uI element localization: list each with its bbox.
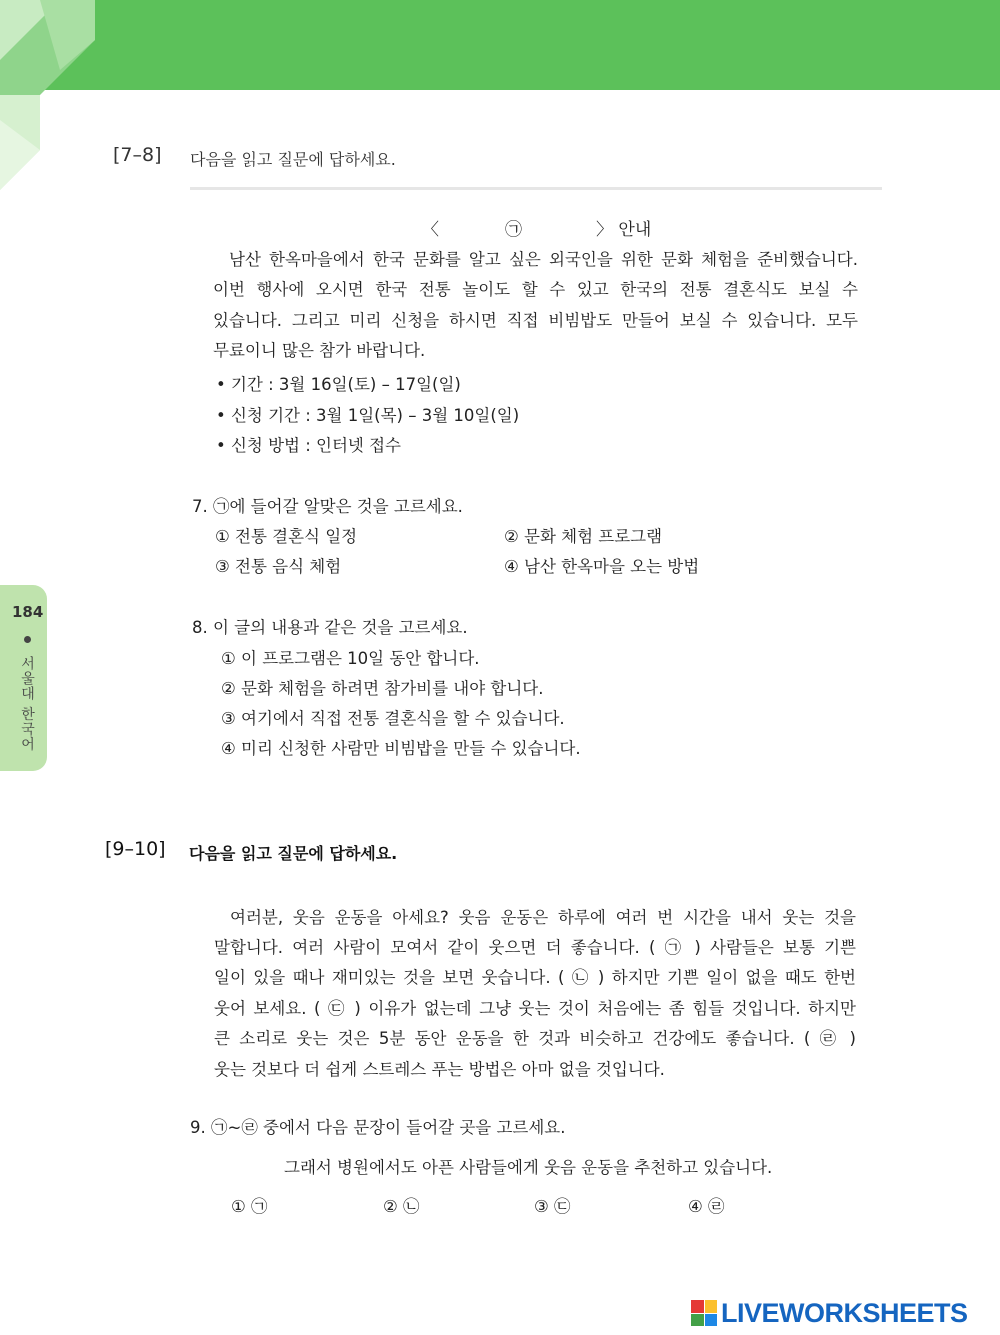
section-instruction-9-10: 다음을 읽고 질문에 답하세요.: [189, 844, 398, 863]
question-8-option-2[interactable]: ② 문화 체험을 하려면 참가비를 내야 합니다.: [221, 679, 544, 698]
section-number-7-8: [7–8]: [113, 144, 162, 166]
notice-bullet: • 신청 기간 : 3월 1일(목) – 3월 10일(일): [216, 406, 520, 425]
notice-title-open: 〈: [422, 220, 439, 240]
notice-line: 이번 행사에 오시면 한국 전통 놀이도 할 수 있고 한국의 전통 결혼식도 보실 수: [213, 280, 858, 299]
page-number: 184: [12, 603, 44, 621]
notice-line: 무료이니 많은 참가 바랍니다.: [213, 341, 426, 360]
notice-title-close: 〉 안내: [596, 220, 652, 240]
passage-line: 여러분, 웃음 운동을 아세요? 웃음 운동은 하루에 여러 번 시간을 내서 웃는 것을: [230, 908, 856, 927]
question-7-option-2[interactable]: ② 문화 체험 프로그램: [504, 527, 663, 546]
section-instruction-7-8: 다음을 읽고 질문에 답하세요.: [190, 150, 396, 169]
passage-line: 웃는 것보다 더 쉽게 스트레스 푸는 방법은 아마 없을 것입니다.: [214, 1060, 665, 1079]
question-8-option-4[interactable]: ④ 미리 신청한 사람만 비빔밥을 만들 수 있습니다.: [221, 739, 581, 758]
question-8-option-3[interactable]: ③ 여기에서 직접 전통 결혼식을 할 수 있습니다.: [221, 709, 565, 728]
question-9-option-4[interactable]: ④ ㉣: [688, 1197, 725, 1216]
passage-line: 웃어 보세요. ( ㉢ ) 이유가 없는데 그냥 웃는 것이 처음에는 좀 힘들 것입니다. 하지만: [214, 999, 856, 1018]
section-number-9-10: [9–10]: [105, 838, 166, 860]
passage-line: 일이 있을 때나 재미있는 것을 보면 웃습니다. ( ㉡ ) 하지만 기쁜 일이 없을 때도 한번: [214, 968, 856, 987]
notice-bullet: • 신청 방법 : 인터넷 접수: [216, 436, 401, 455]
notice-bullet: • 기간 : 3월 16일(토) – 17일(일): [216, 375, 461, 394]
logo-text: LIVEWORKSHEETS: [721, 1297, 968, 1328]
page-dot: [24, 636, 31, 643]
notice-line: 남산 한옥마을에서 한국 문화를 알고 싶은 외국인을 위한 문화 체험을 준비했습니다.: [229, 250, 858, 269]
question-7-option-1[interactable]: ① 전통 결혼식 일정: [215, 527, 358, 546]
question-9-option-1[interactable]: ① ㉠: [231, 1197, 268, 1216]
question-9-option-3[interactable]: ③ ㉢: [534, 1197, 571, 1216]
passage-line: 큰 소리로 웃는 것은 5분 동안 운동을 한 것과 비슷하고 건강에도 좋습니다. ( ㉣ ): [214, 1029, 856, 1048]
liveworksheets-logo[interactable]: [691, 1298, 968, 1328]
passage-line: 말합니다. 여러 사람이 모여서 같이 웃으면 더 좋습니다. ( ㉠ ) 사람들은 보통 기쁜: [214, 938, 856, 957]
question-9-stem: 9. ㉠~㉣ 중에서 다음 문장이 들어갈 곳을 고르세요.: [190, 1118, 566, 1137]
question-9-given-sentence: 그래서 병원에서도 아픈 사람들에게 웃음 운동을 추천하고 있습니다.: [284, 1158, 773, 1177]
question-8-stem: 8. 이 글의 내용과 같은 것을 고르세요.: [192, 618, 468, 637]
book-title: 서울대 한국어: [19, 656, 35, 752]
notice-title-blank: ㉠: [505, 220, 522, 240]
question-7-stem: 7. ㉠에 들어갈 알맞은 것을 고르세요.: [192, 497, 463, 516]
divider: [190, 187, 882, 190]
logo-mark-icon: [691, 1300, 717, 1326]
notice-line: 있습니다. 그리고 미리 신청을 하시면 직접 비빔밥도 만들어 보실 수 있습니다. 모두: [213, 311, 858, 330]
question-8-option-1[interactable]: ① 이 프로그램은 10일 동안 합니다.: [221, 649, 480, 668]
header-bar: [0, 0, 1000, 90]
question-9-option-2[interactable]: ② ㉡: [383, 1197, 420, 1216]
question-7-option-4[interactable]: ④ 남산 한옥마을 오는 방법: [504, 557, 700, 576]
question-7-option-3[interactable]: ③ 전통 음식 체험: [215, 557, 342, 576]
corner-decoration: [0, 0, 120, 200]
